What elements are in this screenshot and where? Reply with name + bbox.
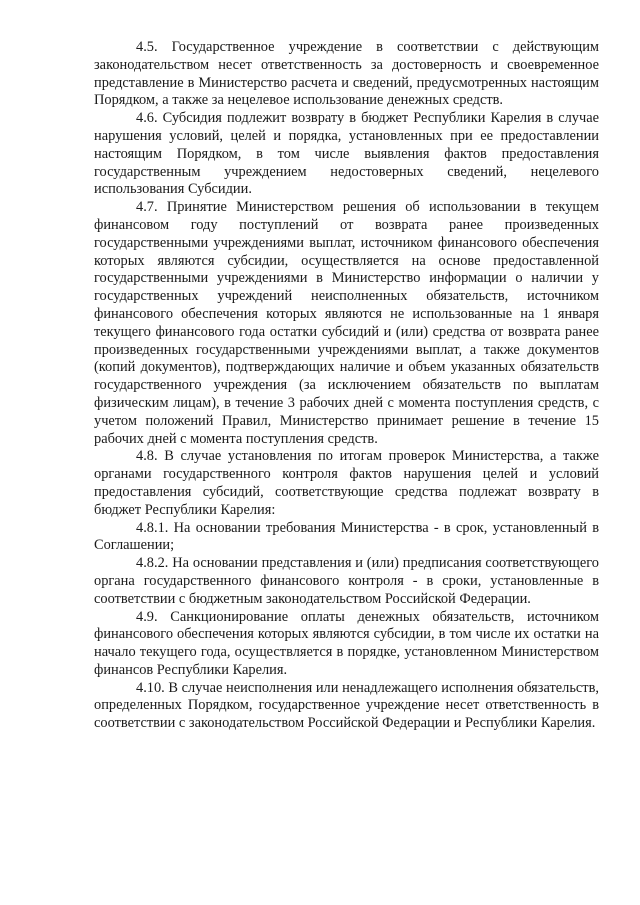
document-body: [94, 39, 599, 733]
paragraph-4-10: 4.10. В случае неисполнения или ненадлежащего исполнения обязательств, определенных Порядком, государственное учреждение несет ответственность в соответствии с законодательством Российской Федерации и Республики Карелия.: [94, 679, 599, 732]
paragraph-4-8: 4.8. В случае установления по итогам проверок Министерства, а также органами государственного контроля фактов нарушения целей и условий предоставления субсидий, соответствующие средства подлежат возврату в бюджет Республики Карелия:: [94, 448, 599, 518]
paragraph-4-8-2: 4.8.2. На основании представления и (или) предписания соответствующего органа государственного финансового контроля - в сроки, установленные в соответствии с бюджетным законодательством Российской Федерации.: [94, 555, 599, 607]
paragraph-4-8-1: 4.8.1. На основании требования Министерства - в срок, установленный в Соглашении;: [94, 519, 599, 554]
paragraph-4-5: 4.5. Государственное учреждение в соответствии с действующим законодательством несет ответственность за достоверность и своевременное представление в Министерство расчета и сведений, предусмотренных настоящим Порядком, а также за нецелевое использование денежных средств.: [94, 39, 599, 109]
paragraph-4-9: 4.9. Санкционирование оплаты денежных обязательств, источником финансового обеспечения которых являются субсидии, в том числе их остатки на начало текущего года, осуществляется в порядке, установленном Министерством финансов Республики Карелия.: [94, 608, 599, 678]
paragraph-4-6: 4.6. Субсидия подлежит возврату в бюджет Республики Карелия в случае нарушения условий, целей и порядка, установленных при ее предоставлении настоящим Порядком, в том числе выявления фактов предоставления государственным учреждением недостоверных сведений, нецелевого использования Субсидии.: [94, 110, 599, 198]
paragraph-4-7: 4.7. Принятие Министерством решения об использовании в текущем финансовом году поступлений от возврата ранее произведенных государственными учреждениями выплат, источником финансового обеспечения которых являются субсидии, осуществляется на основе предоставленной государственными учреждениями в Министерство информации о наличии у государственных учреждений неисполненных обязательств, источником финансового обеспечения которых являются не использованные на 1 января текущего финансового года остатки субсидий и (или) средства от возврата ранее произведенных государственными учреждениями выплат, а также документов (копий документов), подтверждающих наличие и объем указанных обязательств государственного учреждения (за исключением обязательств по выплатам физическим лицам), в течение 3 рабочих дней с момента поступления средств, с учетом положений Правил, Министерство принимает решение в течение 15 рабочих дней с момента поступления средств.: [94, 199, 599, 447]
